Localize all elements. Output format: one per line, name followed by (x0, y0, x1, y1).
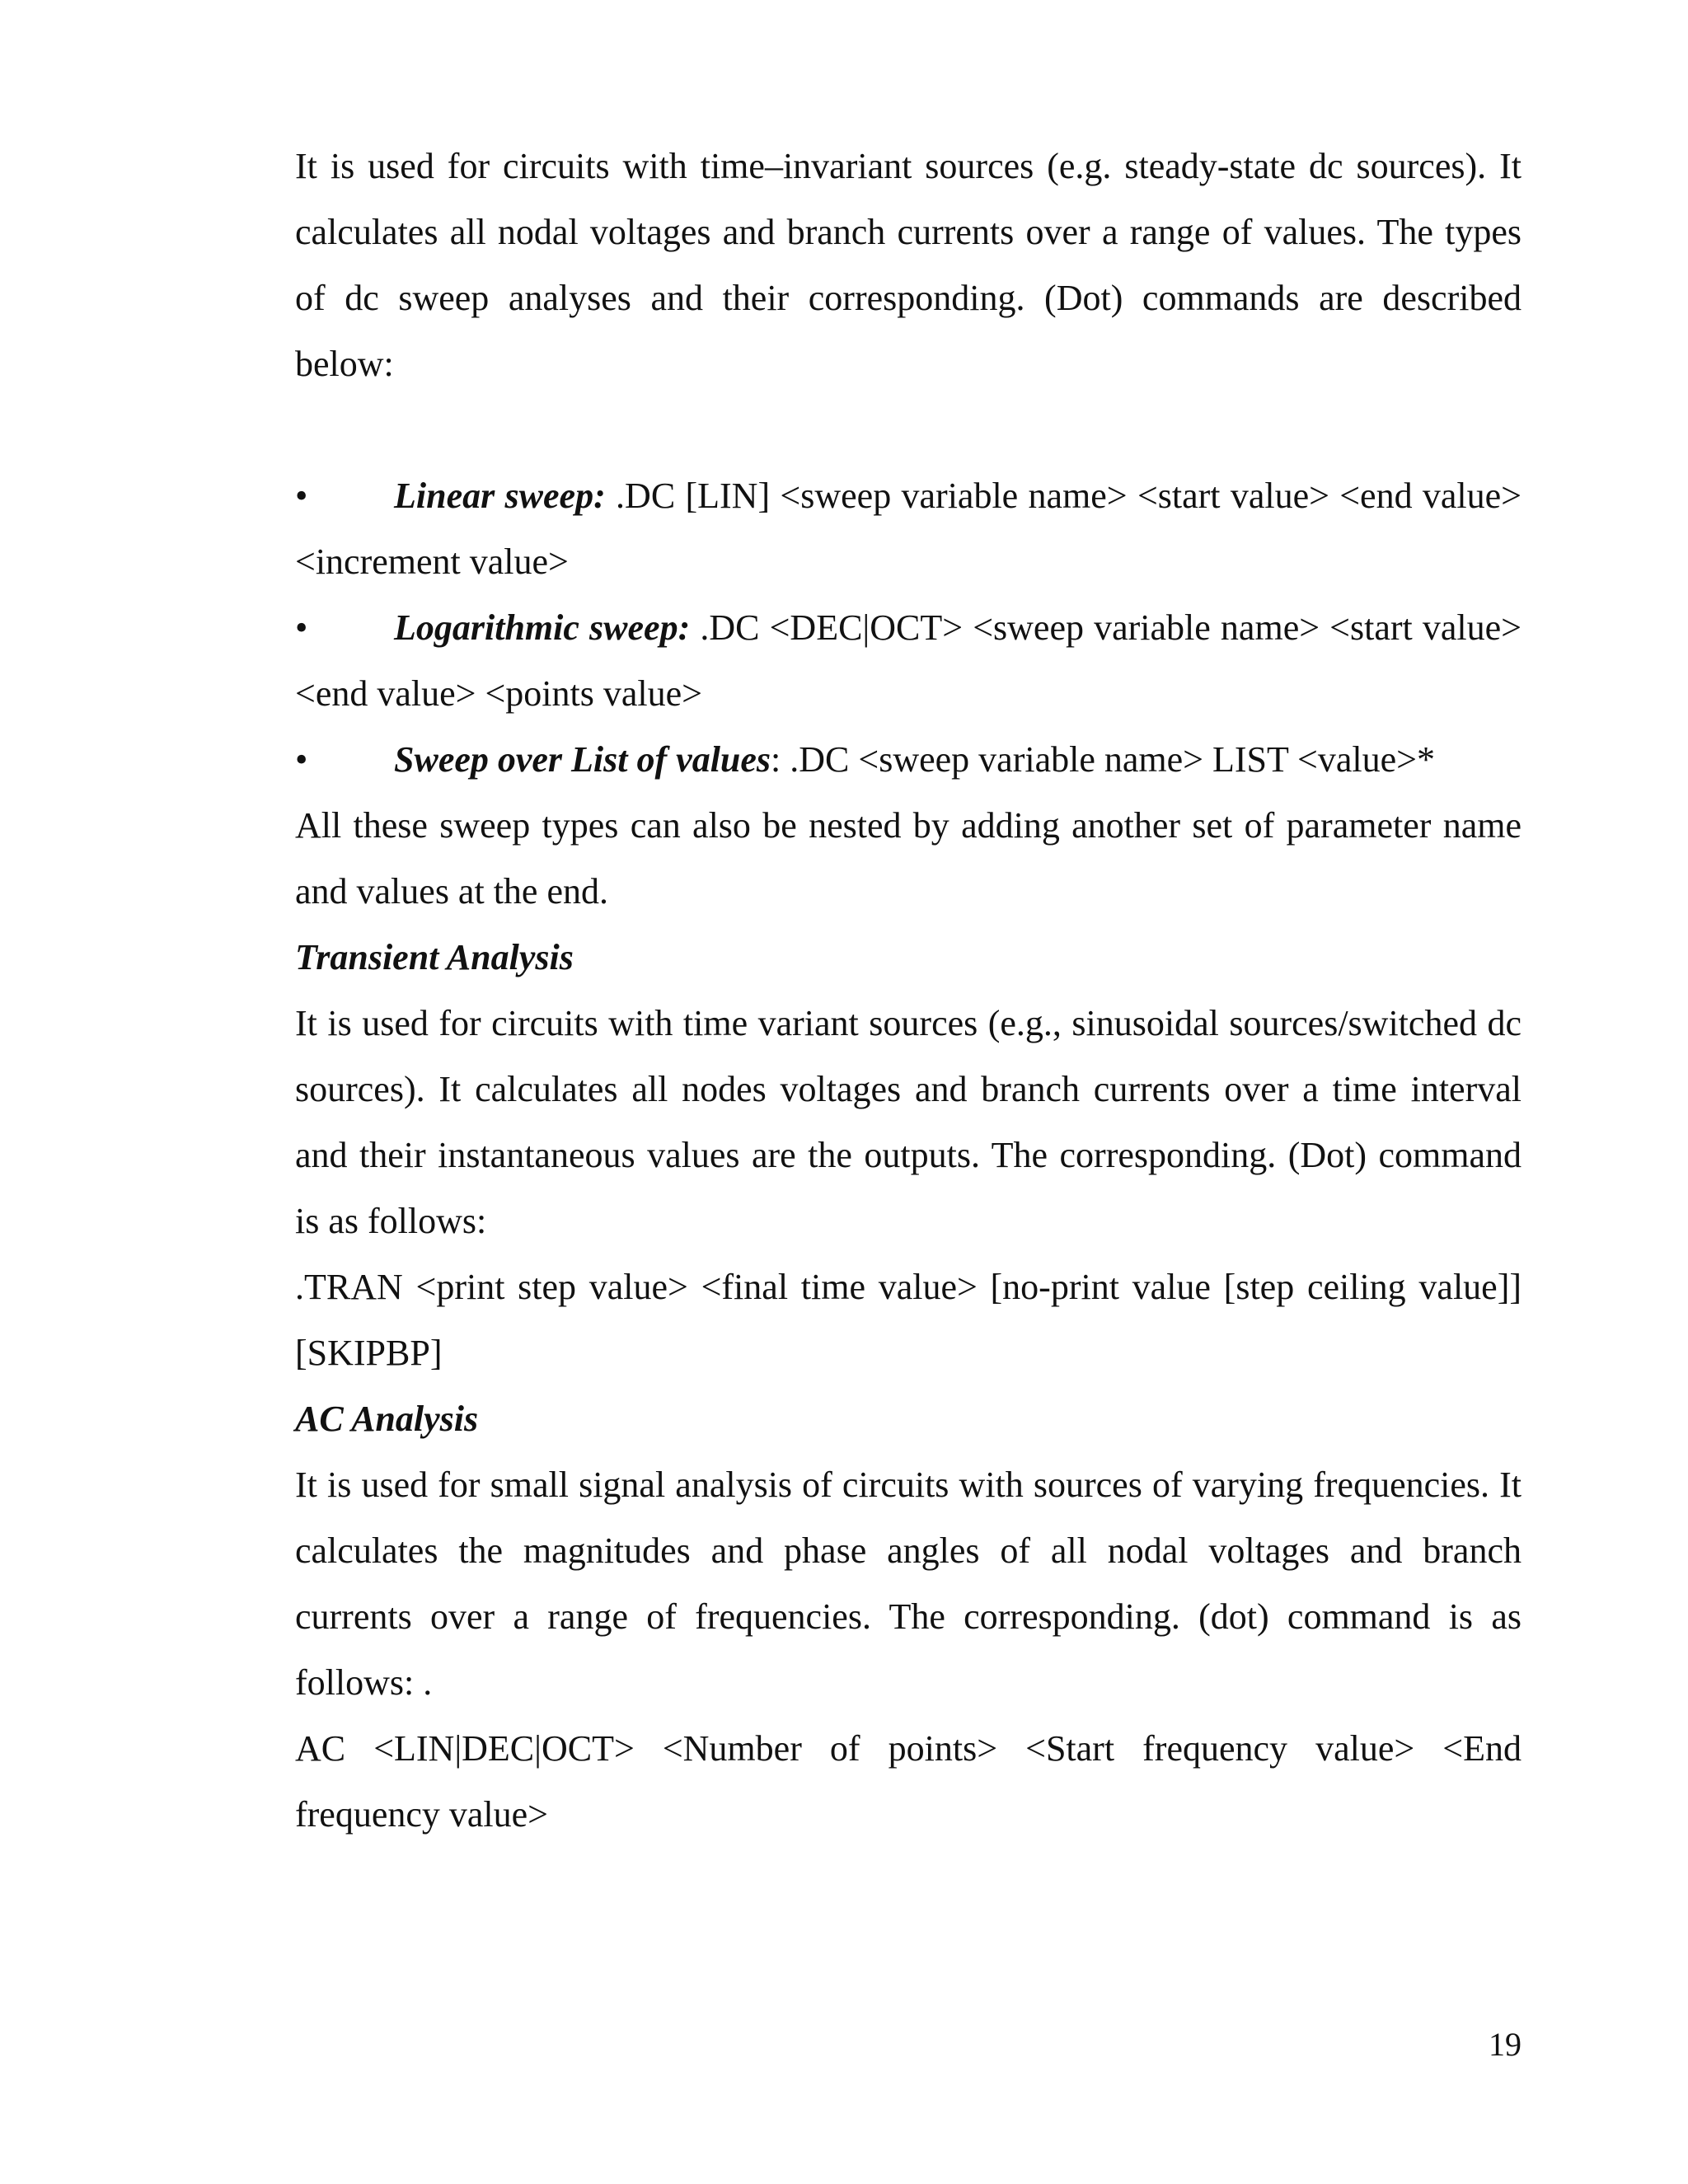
sweep-label-logarithmic: Logarithmic sweep: (394, 607, 691, 648)
bullet-mark: • (295, 739, 308, 780)
bullet-mark: • (295, 476, 308, 516)
sweep-label-linear: Linear sweep: (394, 476, 606, 516)
sweep-item-logarithmic (295, 595, 1522, 727)
bullet-mark: • (295, 607, 308, 648)
transient-command: .TRAN <print step value> <final time value> [no-print value [step ceiling value]] [SKIPBP] (295, 1267, 1522, 1373)
ac-heading: AC Analysis (295, 1399, 479, 1439)
page-number: 19 (1489, 2026, 1522, 2063)
sweep-text-linear: .DC [LIN] <sweep variable name> <start value> <end value> <increment value> (295, 476, 1522, 582)
ac-command: AC <LIN|DEC|OCT> <Number of points> <Start frequency value> <End frequency value> (295, 1728, 1522, 1835)
page-body (295, 134, 1522, 1848)
nested-note: All these sweep types can also be nested by adding another set of parameter name and values at the end. (295, 805, 1522, 912)
sweep-label-list: Sweep over List of values (394, 739, 771, 780)
intro-paragraph: It is used for circuits with time–invariant sources (e.g. steady-state dc sources). It calculates all nodal voltages and branch currents over a range of values. The types of dc sweep analyses and their corresponding. (Dot) commands are described below: (295, 146, 1522, 384)
spacer (295, 397, 1522, 463)
sweep-text-logarithmic: .DC <DEC|OCT> <sweep variable name> <start value> <end value> <points value> (295, 607, 1522, 714)
sweep-item-list (295, 727, 1522, 793)
sweep-item-linear (295, 463, 1522, 595)
transient-heading: Transient Analysis (295, 937, 574, 977)
sweep-text-list: : .DC <sweep variable name> LIST <value>* (771, 739, 1435, 780)
ac-paragraph: It is used for small signal analysis of circuits with sources of varying frequencies. It calculates the magnitudes and phase angles of all nodal voltages and branch currents over a range of frequencies. The corresponding. (dot) command is as follows: . (295, 1465, 1522, 1703)
transient-paragraph: It is used for circuits with time variant sources (e.g., sinusoidal sources/switched dc sources). It calculates all nodes voltages and branch currents over a time interval and their instantaneous values are the outputs. The corresponding. (Dot) command is as follows: (295, 1003, 1522, 1241)
